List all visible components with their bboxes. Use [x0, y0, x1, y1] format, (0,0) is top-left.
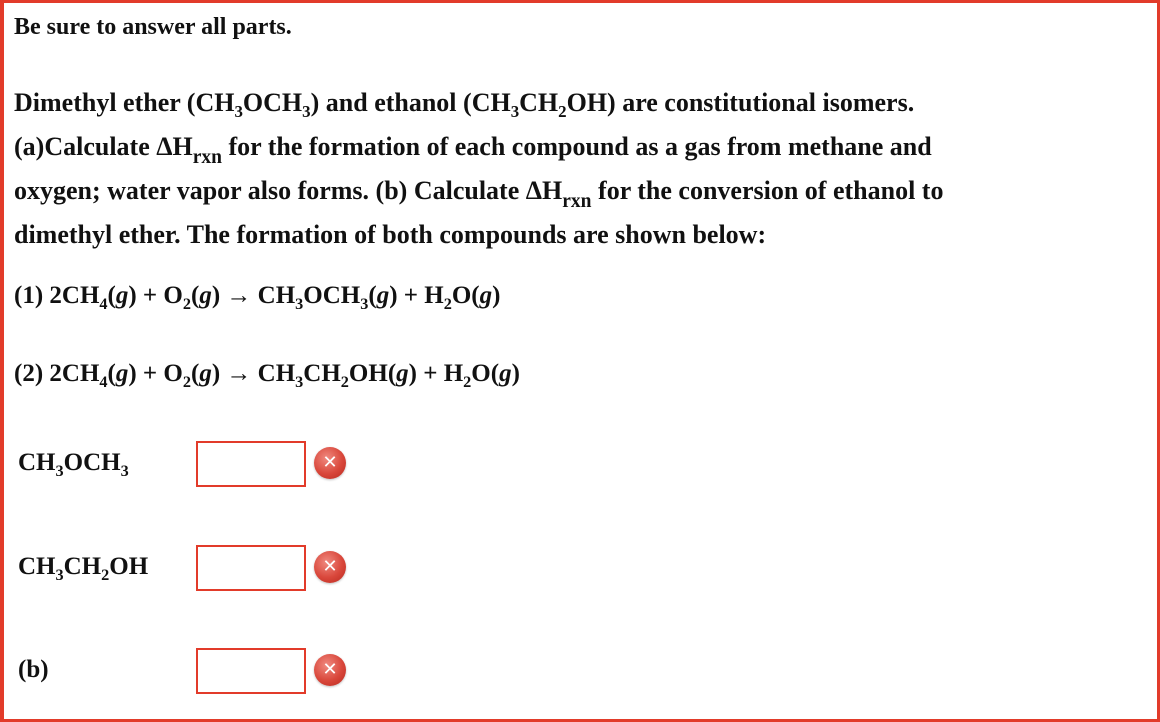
incorrect-icon: ✕ — [314, 654, 346, 686]
incorrect-icon: ✕ — [314, 447, 346, 479]
answer-input-dimethyl-ether[interactable] — [196, 441, 306, 487]
answer-row-ethanol — [18, 545, 578, 591]
answer-input-part-b[interactable] — [196, 648, 306, 694]
instructions: Be sure to answer all parts. — [14, 14, 292, 40]
answer-row-part-b — [18, 648, 578, 694]
answer-input-ethanol[interactable] — [196, 545, 306, 591]
answer-label-part-b: (b) — [18, 656, 49, 683]
answer-label-dimethyl-ether: $CH_3OCH_3$ — [18, 449, 129, 480]
equation-2: (2) $2CH_4(g) + O_2(g) \to CH_3CH_2OH(g) + H_2O(g)$ — [14, 360, 520, 391]
answer-label-ethanol: $CH_3CH_2OH$ — [18, 553, 149, 584]
incorrect-icon: ✕ — [314, 551, 346, 583]
question-text: Dimethyl ether $(CH_3OCH_3)$ and ethanol $(CH_3CH_2OH)$ are constitutional isomers. (a)Calculate $\Delta H_{rxn}$ for the formation of each compound as a gas from methane and oxygen; water vapor also forms. (b) Calculate $\Delta H_{rxn}$ for the conversion of ethanol to dimethyl ether. The formation of both compounds are shown below: — [14, 88, 944, 249]
equation-1: (1) $2CH_4(g) + O_2(g) \to CH_3OCH_3(g) + H_2O(g)$ — [14, 282, 501, 313]
answer-row-dimethyl-ether — [18, 441, 578, 487]
question-panel — [14, 14, 1140, 257]
